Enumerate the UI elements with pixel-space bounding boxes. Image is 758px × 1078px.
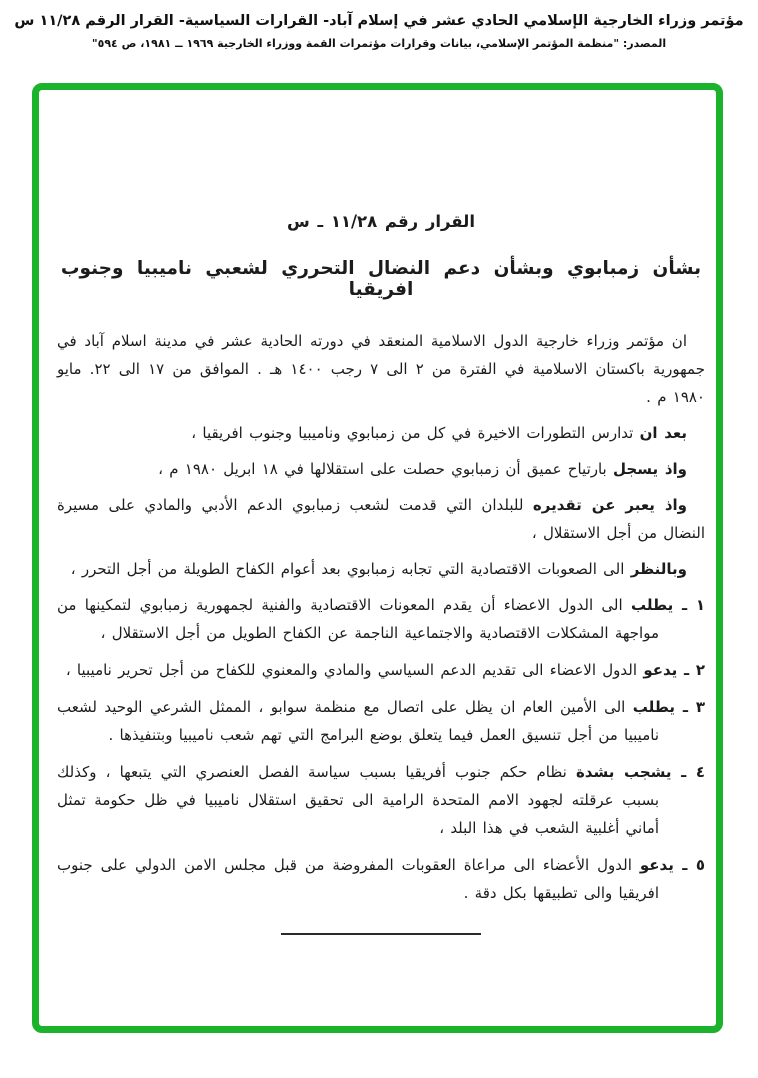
source-citation: المصدر: "منظمة المؤتمر الإسلامي، بيانات وقرارات مؤتمرات القمة ووزراء الخارجية ١٩٦٩ ــ ١٩٨١، ص ٥٩٤" [91, 37, 667, 50]
conference-title: مؤتمر وزراء الخارجية الإسلامي الحادي عشر في إسلام آباد- القرارات السياسية- القرار الرقم ١١/٢٨ س [14, 13, 744, 29]
paragraph-lead: ١ ـ يطلب [630, 596, 705, 614]
paragraph-text: الدول الأعضاء الى مراعاة العقوبات المفروضة من قبل مجلس الامن الدولي على جنوب افريقيا والى تطبيقها بكل دقة . [57, 856, 659, 902]
paragraph-lead: واذ يسجل [613, 460, 687, 478]
paragraph-text: نظام حكم جنوب أفريقيا بسبب سياسة الفصل العنصري التي يتبعها ، وكذلك بسبب عرقلته لجهود الامم المتحدة الرامية الى تحقيق استقلال ناميبيا في ظل حكومة تمثل أماني أغلبية الشعب في هذا البلد ، [57, 763, 659, 837]
paragraph-text: الى الدول الاعضاء أن يقدم المعونات الاقتصادية والفنية لجمهورية زمبابوي لتمكينها من مواجهة المشكلات الاقتصادية والاجتماعية الناجمة عن الكفاح الطويل من أجل الاستقلال ، [57, 596, 659, 642]
paragraph-text: تدارس التطورات الاخيرة في كل من زمبابوي وناميبيا وجنوب افريقيا ، [191, 424, 640, 442]
preamble-paragraph [57, 555, 705, 583]
resolution-title: بشأن زمبابوي وبشأن دعم النضال التحرري لشعبي ناميبيا وجنوب افريقيا [60, 258, 702, 300]
resolution-number: القرار رقم ١١/٢٨ ـ س [286, 212, 476, 231]
paragraph-lead: ٣ ـ يطلب [632, 698, 706, 716]
operative-clause-5 [57, 851, 705, 907]
paragraph-lead: واذ يعبر عن تقديره [532, 496, 687, 514]
operative-clause-3 [57, 693, 705, 749]
paragraph-lead: وبالنظر [630, 560, 687, 578]
paragraph-lead: بعد ان [639, 424, 687, 442]
page-header [0, 13, 758, 50]
paragraph-text: بارتياح عميق أن زمبابوي حصلت على استقلالها في ١٨ ابريل ١٩٨٠ م ، [158, 460, 614, 478]
preamble-paragraph [57, 327, 705, 411]
preamble-paragraph [57, 455, 705, 483]
paragraph-lead: ٥ ـ يدعو [639, 856, 705, 874]
preamble-paragraph [57, 419, 705, 447]
operative-clause-4 [57, 758, 705, 842]
preamble-paragraph [57, 491, 705, 547]
operative-clause-1 [57, 591, 705, 647]
paragraph-text: الى الصعوبات الاقتصادية التي تجابه زمبابوي بعد أعوام الكفاح الطويلة من أجل التحرر ، [70, 560, 631, 578]
operative-clause-2 [57, 656, 705, 684]
paragraph-text: الى الأمين العام ان يظل على اتصال مع منظمة سوابو ، الممثل الشرعي الوحيد لشعب ناميبيا من أجل تنسيق العمل فيما يتعلق بوضع البرامج التي تهم شعب ناميبيا وبتنفيذها . [57, 698, 659, 744]
resolution-text [57, 327, 705, 907]
paragraph-lead: ٢ ـ يدعو [643, 661, 705, 679]
paragraph-text: الدول الاعضاء الى تقديم الدعم السياسي والمادي والمعنوي للكفاح من أجل تحرير ناميبيا ، [65, 661, 644, 679]
document-body [57, 90, 705, 935]
paragraph-lead: ٤ ـ يشجب بشدة [575, 763, 705, 781]
paragraph-text: ان مؤتمر وزراء خارجية الدول الاسلامية المنعقد في دورته الحادية عشر في مدينة اسلام آباد في جمهورية باكستان الاسلامية في الفترة من ٢ الى ٧ رجب ١٤٠٠ هـ . الموافق من ١٧ الى ٢٢. مايو ١٩٨٠ م . [57, 332, 706, 406]
end-of-text-divider [281, 933, 481, 935]
paragraph-text: للبلدان التي قدمت لشعب زمبابوي الدعم الأدبي والمادي على مسيرة النضال من أجل الاستقلال ، [57, 496, 705, 542]
